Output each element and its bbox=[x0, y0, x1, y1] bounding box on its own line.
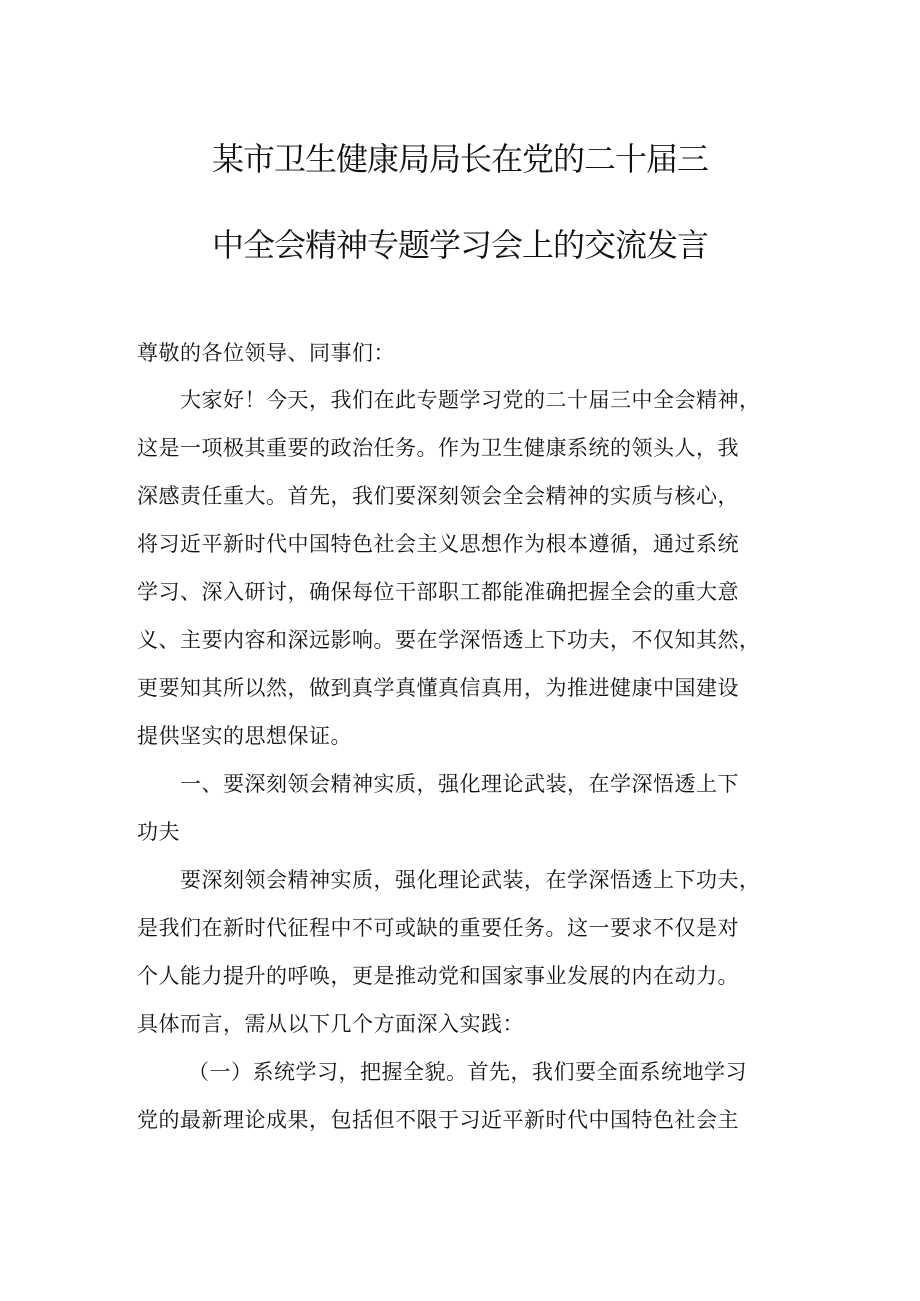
paragraph-1-line-2: 这是一项极其重要的政治任务。作为卫生健康系统的领头人，我 bbox=[137, 436, 739, 460]
paragraph-2-line-1: 要深刻领会精神实质，强化理论武装，在学深悟透上下功夫， bbox=[180, 868, 761, 892]
paragraph-1-line-6: 义、主要内容和深远影响。要在学深悟透上下功夫，不仅知其然， bbox=[137, 628, 761, 652]
paragraph-1-line-1: 大家好！今天，我们在此专题学习党的二十届三中全会精神， bbox=[180, 388, 761, 412]
paragraph-2-line-4: 具体而言，需从以下几个方面深入实践： bbox=[137, 1012, 524, 1036]
paragraph-1-line-5: 学习、深入研讨，确保每位干部职工都能准确把握全会的重大意 bbox=[137, 580, 739, 604]
subsection-1-line-1: （一）系统学习，把握全貌。首先，我们要全面系统地学习 bbox=[188, 1060, 747, 1084]
paragraph-2-line-2: 是我们在新时代征程中不可或缺的重要任务。这一要求不仅是对 bbox=[137, 916, 739, 940]
section-heading-1-line-2: 功夫 bbox=[137, 820, 180, 844]
salutation: 尊敬的各位领导、同事们： bbox=[137, 341, 395, 365]
section-heading-1-line-1: 一、要深刻领会精神实质，强化理论武装，在学深悟透上下 bbox=[180, 772, 739, 796]
document-title-line-1: 某市卫生健康局局长在党的二十届三 bbox=[211, 140, 708, 178]
paragraph-1-line-8: 提供坚实的思想保证。 bbox=[137, 724, 352, 748]
paragraph-1-line-7: 更要知其所以然，做到真学真懂真信真用，为推进健康中国建设 bbox=[137, 676, 739, 700]
paragraph-1-line-4: 将习近平新时代中国特色社会主义思想作为根本遵循，通过系统 bbox=[137, 532, 739, 556]
document-title-line-2: 中全会精神专题学习会上的交流发言 bbox=[211, 226, 708, 264]
paragraph-2-line-3: 个人能力提升的呼唤，更是推动党和国家事业发展的内在动力。 bbox=[137, 964, 739, 988]
subsection-1-line-2: 党的最新理论成果，包括但不限于习近平新时代中国特色社会主 bbox=[137, 1108, 739, 1132]
paragraph-1-line-3: 深感责任重大。首先，我们要深刻领会全会精神的实质与核心， bbox=[137, 484, 739, 508]
